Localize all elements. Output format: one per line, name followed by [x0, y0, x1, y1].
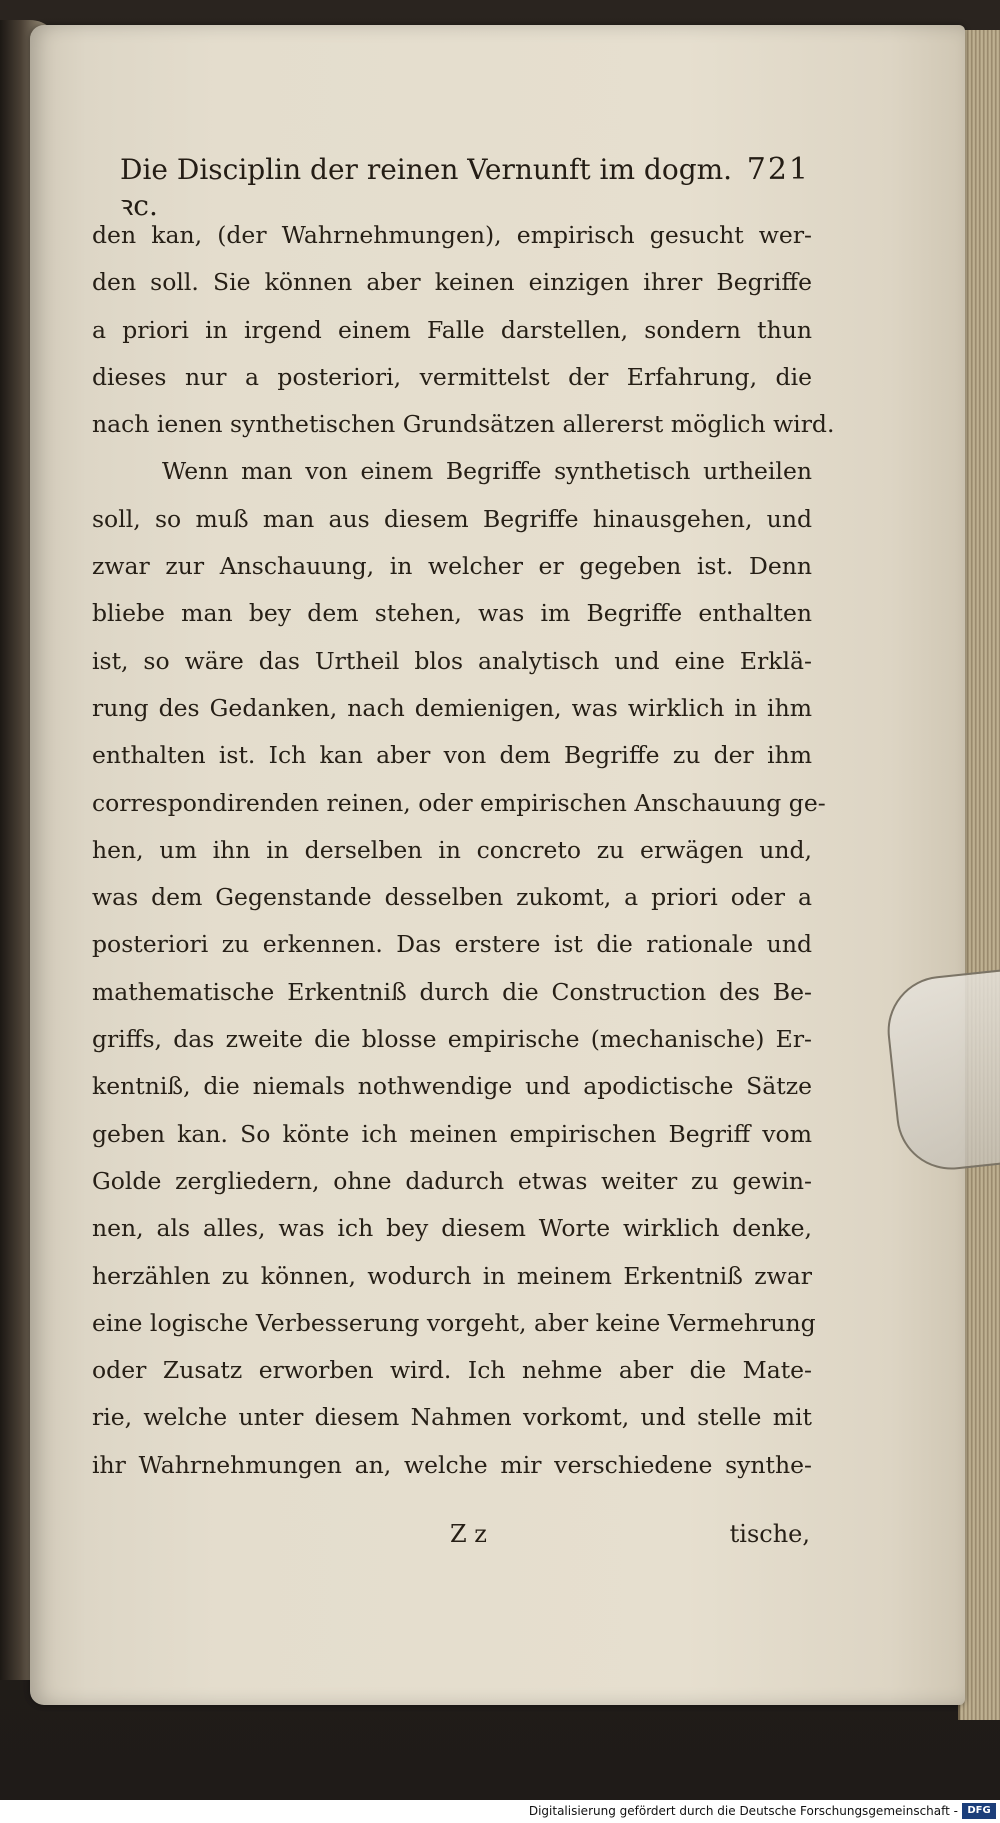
text-line: enthalten ist. Ich kan aber von dem Begriffe zu der ihm — [92, 741, 812, 770]
text-line: kentniß, die niemals nothwendige und apodictische Sätze — [92, 1072, 812, 1101]
text-line: geben kan. So könte ich meinen empirischen Begriff vom — [92, 1119, 812, 1148]
text-line: den soll. Sie können aber keinen einzigen ihrer Begriffe — [92, 268, 812, 297]
running-header — [120, 152, 810, 222]
text-line: hen, um ihn in derselben in concreto zu erwägen und, — [92, 835, 812, 864]
text-line: griffs, das zweite die blosse empirische (mechanische) Er- — [92, 1025, 812, 1054]
page-number: 721 — [746, 152, 810, 187]
body-text — [92, 212, 835, 1489]
text-line: soll, so muß man aus diesem Begriffe hinausgehen, und — [92, 504, 812, 533]
text-line: posteriori zu erkennen. Das erstere ist die rationale und — [92, 930, 812, 959]
text-line: den kan, (der Wahrnehmungen), empirisch gesucht wer- — [92, 221, 812, 249]
text-line: nach ienen synthetischen Grundsätzen allererst möglich wird. — [92, 410, 835, 439]
text-line: zwar zur Anschauung, in welcher er gegeben ist. Denn — [92, 552, 812, 581]
text-line: Golde zergliedern, ohne dadurch etwas weiter zu gewin- — [92, 1166, 812, 1195]
text-line: rung des Gedanken, nach demienigen, was wirklich in ihm — [92, 693, 812, 722]
text-line: bliebe man bey dem stehen, was im Begriffe enthalten — [92, 599, 812, 628]
text-line: eine logische Verbesserung vorgeht, aber keine Vermehrung — [92, 1308, 816, 1337]
text-line: ihr Wahrnehmungen an, welche mir verschiedene synthe- — [92, 1450, 812, 1479]
text-line: ist, so wäre das Urtheil blos analytisch und eine Erklä- — [92, 646, 812, 675]
text-line: a priori in irgend einem Falle darstellen, sondern thun — [92, 315, 812, 344]
signature-mark: Z z — [450, 1520, 487, 1548]
text-line: rie, welche unter diesem Nahmen vorkomt, und stelle mit — [92, 1403, 812, 1432]
text-line: herzählen zu können, wodurch in meinem Erkentniß zwar — [92, 1261, 812, 1290]
credit-bar — [0, 1800, 1000, 1823]
text-line: dieses nur a posteriori, vermittelst der Erfahrung, die — [92, 362, 812, 391]
text-line: correspondirenden reinen, oder empirischen Anschauung ge- — [92, 788, 826, 817]
text-line: was dem Gegenstande desselben zukomt, a priori oder a — [92, 883, 812, 912]
catchword: tische, — [729, 1520, 810, 1548]
text-line: oder Zusatz erworben wird. Ich nehme aber die Mate- — [92, 1356, 812, 1385]
text-line: Wenn man von einem Begriffe synthetisch urtheilen — [162, 457, 812, 486]
text-line: mathematische Erkentniß durch die Construction des Be- — [92, 977, 812, 1006]
credit-text: Digitalisierung gefördert durch die Deutsche Forschungsgemeinschaft - — [528, 1804, 958, 1818]
page-footer — [120, 1520, 810, 1564]
text-line: nen, als alles, was ich bey diesem Worte wirklich denke, — [92, 1214, 812, 1243]
running-title: Die Disciplin der reinen Vernunft im dogm. ꝛc. — [120, 153, 733, 222]
dfg-logo-icon: DFG — [962, 1803, 996, 1819]
